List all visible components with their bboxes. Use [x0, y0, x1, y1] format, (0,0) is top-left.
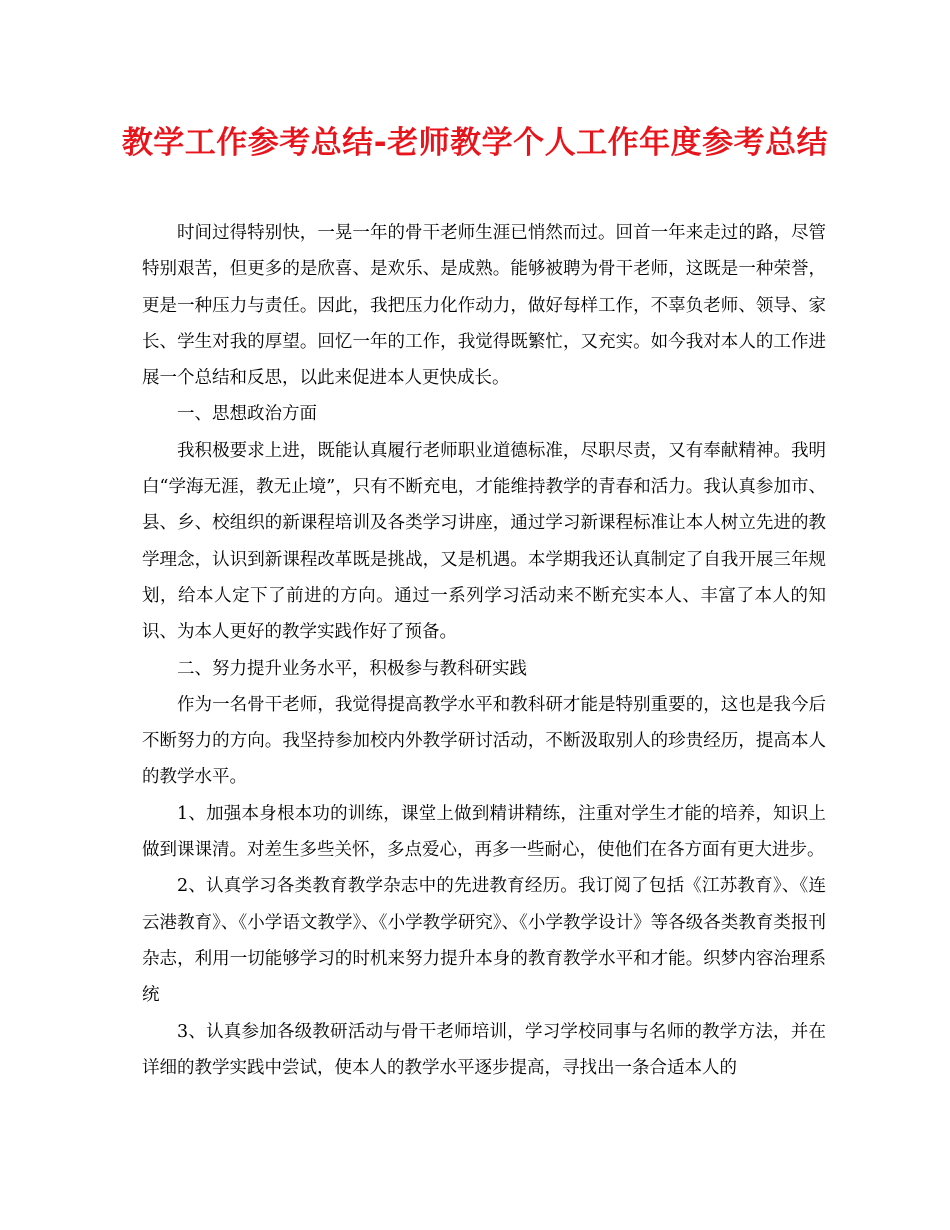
intro-paragraph: 时间过得特别快，一晃一年的骨干老师生涯已悄然而过。回首一年来走过的路，尽管特别艰苦，但更多的是欣喜、是欢乐、是成熟。能够被聘为骨干老师，这既是一种荣誉，更是一种压力与责任。因此，我把压力化作动力，做好每样工作，不辜负老师、领导、家长、学生对我的厚望。回忆一年的工作，我觉得既繁忙，又充实。如今我对本人的工作进展一个总结和反思，以此来促进本人更快成长。 — [142, 223, 826, 389]
document-body — [142, 215, 826, 1086]
section-heading-professional: 二、努力提升业务水平，积极参与教科研实践 — [177, 658, 527, 679]
section-heading-politics: 一、思想政治方面 — [177, 404, 317, 425]
list-item-2: 2、认真学习各类教育教学杂志中的先进教育经历。我订阅了包括《江苏教育》、《连云港教育》、《小学语文教学》、《小学教学研究》、《小学教学设计》等各级各类教育类报刊杂志，利用一切能够学习的时机来努力提升本身的教育教学水平和才能。织梦内容治理系统 — [142, 876, 826, 1006]
list-item-3: 3、认真参加各级教研活动与骨干老师培训，学习学校同事与名师的教学方法，并在详细的教学实践中尝试，使本人的教学水平逐步提高，寻找出一条合适本人的 — [142, 1021, 826, 1078]
politics-paragraph: 我积极要求上进，既能认真履行老师职业道德标准，尽职尽责，又有奉献精神。我明白“学海无涯，教无止境”，只有不断充电，才能维持教学的青春和活力。我认真参加市、县、乡、校组织的新课程培训及各类学习讲座，通过学习新课程标准让本人树立先进的教学理念，认识到新课程改革既是挑战，又是机遇。本学期我还认真制定了自我开展三年规划，给本人定下了前进的方向。通过一系列学习活动来不断充实本人、丰富了本人的知识、为本人更好的教学实践作好了预备。 — [142, 440, 826, 643]
list-item-1: 1、加强本身根本功的训练，课堂上做到精讲精练，注重对学生才能的培养，知识上做到课课清。对差生多些关怀，多点爱心，再多一些耐心，使他们在各方面有更大进步。 — [142, 803, 826, 861]
professional-paragraph: 作为一名骨干老师，我觉得提高教学水平和教科研才能是特别重要的，这也是我今后不断努力的方向。我坚持参加校内外教学研讨活动，不断汲取别人的珍贵经历，提高本人的教学水平。 — [142, 694, 826, 788]
document-title: 教学工作参考总结-老师教学个人工作年度参考总结 — [121, 125, 829, 161]
